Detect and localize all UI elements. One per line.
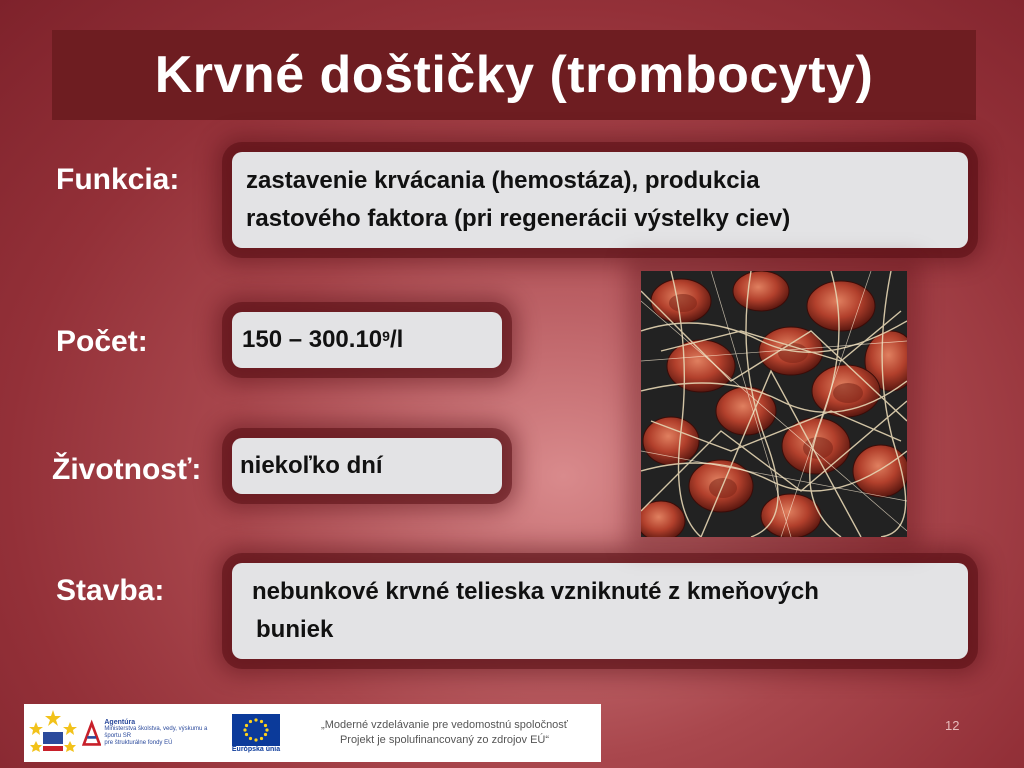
eu-flag-logo: [220, 704, 292, 762]
zivotnost-value: niekoľko dní: [240, 452, 383, 479]
book-icon: [82, 718, 101, 748]
eu-flag-icon: [232, 714, 280, 746]
label-stavba: Stavba:: [56, 574, 165, 607]
agency-logo: [82, 704, 220, 762]
operational-programme-logo: [24, 704, 82, 762]
agency-line-2: Ministerstva školstva, vedy, výskumu a športu SR: [104, 726, 208, 739]
project-line-1: „Moderné vzdelávanie pre vedomostnú spoločnosť: [321, 719, 568, 731]
eu-label: Európska únia: [231, 745, 281, 753]
project-statement: [292, 718, 601, 748]
agency-line-3: pre štrukturálne fondy EÚ: [104, 740, 173, 746]
platelet-micrograph-image: [641, 271, 907, 537]
box-pocet: [232, 312, 502, 368]
box-stavba: [232, 563, 968, 659]
star-circle-icon: [28, 708, 78, 758]
pocet-value-exponent: 9: [382, 328, 390, 344]
title-bar: [52, 30, 976, 120]
funkcia-line-1: zastavenie krvácania (hemostáza), produkcia: [246, 167, 760, 194]
label-pocet: Počet:: [56, 325, 148, 358]
label-zivotnost: Životnosť:: [52, 453, 202, 486]
box-funkcia: [232, 152, 968, 248]
stavba-line-2: buniek: [256, 616, 334, 643]
box-zivotnost: [232, 438, 502, 494]
project-line-2: Projekt je spolufinancovaný zo zdrojov EÚ“: [339, 734, 550, 746]
label-funkcia: Funkcia:: [56, 163, 180, 196]
micrograph-illustration: [641, 271, 907, 537]
agency-line-1: Agentúra: [104, 719, 136, 726]
slide-title: Krvné doštičky (trombocyty): [154, 46, 874, 104]
page-number: 12: [945, 718, 960, 733]
footer-logos-strip: [24, 704, 601, 762]
funkcia-line-2: rastového faktora (pri regenerácii výstelky ciev): [246, 205, 791, 232]
stavba-line-1: nebunkové krvné telieska vzniknuté z kmeňových: [252, 578, 819, 605]
pocet-value-main: 150 – 300.10: [242, 326, 383, 353]
pocet-value: [232, 312, 502, 367]
pocet-value-unit: /l: [389, 326, 404, 353]
